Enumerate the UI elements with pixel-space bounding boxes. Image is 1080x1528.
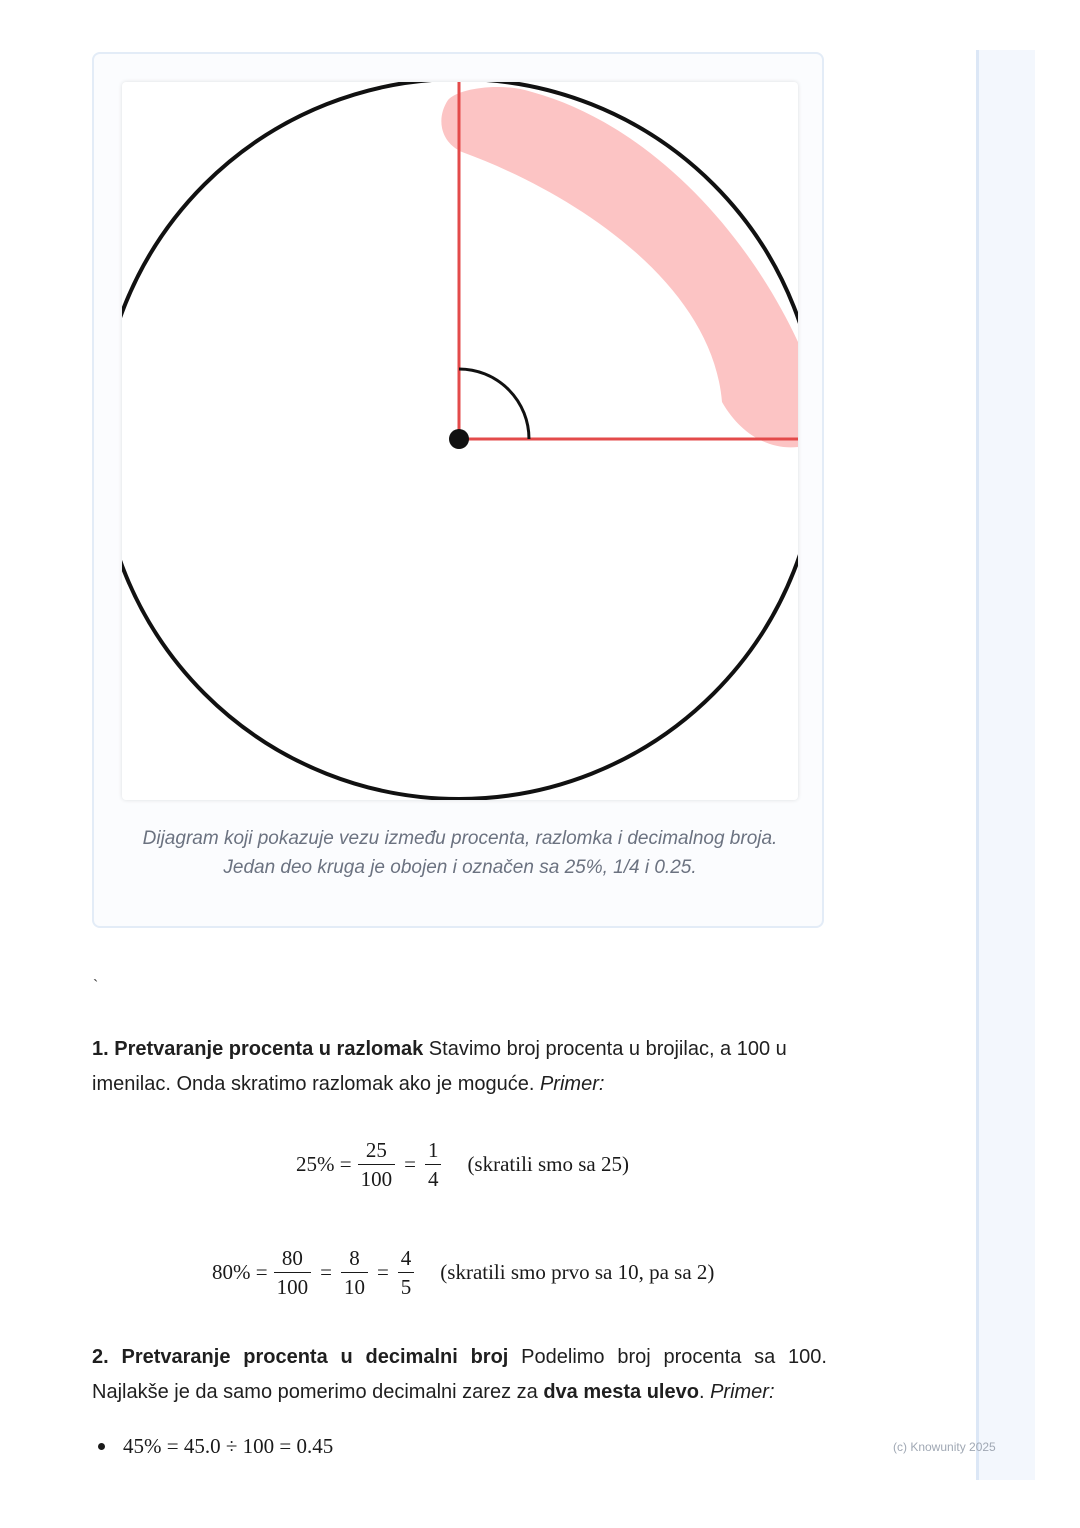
stray-mark: ` — [93, 978, 99, 995]
caption-line-2: Jedan deo kruga je obojen i označen sa 25%, 1/4 i 0.25. — [223, 857, 697, 878]
section-2-text-c: . — [698, 1381, 711, 1403]
caption-line-1: Dijagram koji pokazuje vezu između procenta, razlomka i decimalnog broja. — [142, 828, 778, 849]
center-dot — [449, 429, 469, 449]
eq2-fraction-1 — [274, 1246, 312, 1299]
section-2-bold-phrase: dva mesta ulevo — [543, 1381, 699, 1403]
right-rail — [976, 50, 1035, 1480]
eq1-lhs: 25% = — [296, 1152, 352, 1176]
copyright-footer: (c) Knowunity 2025 — [893, 1440, 996, 1454]
equals-sign: = — [320, 1260, 332, 1284]
eq2-f1-denominator: 100 — [274, 1272, 312, 1299]
section-2-example-label: Primer: — [710, 1381, 775, 1403]
circle-diagram — [122, 82, 798, 800]
equals-sign: = — [376, 1260, 389, 1284]
eq2-note: (skratili smo prvo sa 10, pa sa 2) — [440, 1260, 715, 1284]
eq2-f2-denominator: 10 — [341, 1272, 368, 1299]
angle-arc — [459, 369, 529, 439]
eq2-fraction-2 — [341, 1246, 368, 1299]
eq2-f1-numerator: 80 — [281, 1246, 303, 1270]
eq2-f3-denominator: 5 — [398, 1272, 415, 1299]
equals-sign: = — [404, 1152, 416, 1176]
eq1-f2-numerator: 1 — [427, 1138, 439, 1162]
highlight-band — [441, 87, 798, 447]
section-1-heading: 1. Pretvaranje procenta u razlomak — [92, 1038, 424, 1060]
equation-25-percent — [296, 1138, 629, 1191]
eq2-f3-numerator: 4 — [400, 1246, 412, 1270]
equation-80-percent — [212, 1246, 714, 1299]
section-2-text-a: Podelimo broj procenta sa 100. Najlakše je da samo pomerimo decimalni zarez za — [92, 1346, 827, 1403]
eq2-lhs: 80% = — [212, 1260, 268, 1284]
list-item — [98, 1434, 333, 1459]
eq2-f2-numerator: 8 — [349, 1246, 360, 1270]
section-1-paragraph — [92, 1032, 827, 1102]
eq1-f1-numerator: 25 — [365, 1138, 387, 1162]
section-2-paragraph — [92, 1340, 827, 1410]
eq1-fraction-1 — [358, 1138, 396, 1191]
section-2-heading: 2. Pretvaranje procenta u decimalni broj — [92, 1346, 509, 1368]
eq1-fraction-2 — [425, 1138, 442, 1191]
figure-caption — [94, 824, 826, 882]
eq1-f2-denominator: 4 — [425, 1164, 442, 1191]
eq1-f1-denominator: 100 — [358, 1164, 396, 1191]
bullet-icon — [98, 1443, 105, 1450]
eq2-fraction-3 — [398, 1246, 415, 1299]
section-1-text: Stavimo broj procenta u brojilac, a 100 u imenilac. Onda skratimo razlomak ako je moguće. — [92, 1038, 787, 1095]
section-1-example-label: Primer: — [539, 1073, 605, 1095]
figure-card — [92, 52, 824, 928]
eq1-note: (skratili smo sa 25) — [467, 1152, 629, 1176]
bullet-text: 45% = 45.0 ÷ 100 = 0.45 — [123, 1434, 334, 1458]
